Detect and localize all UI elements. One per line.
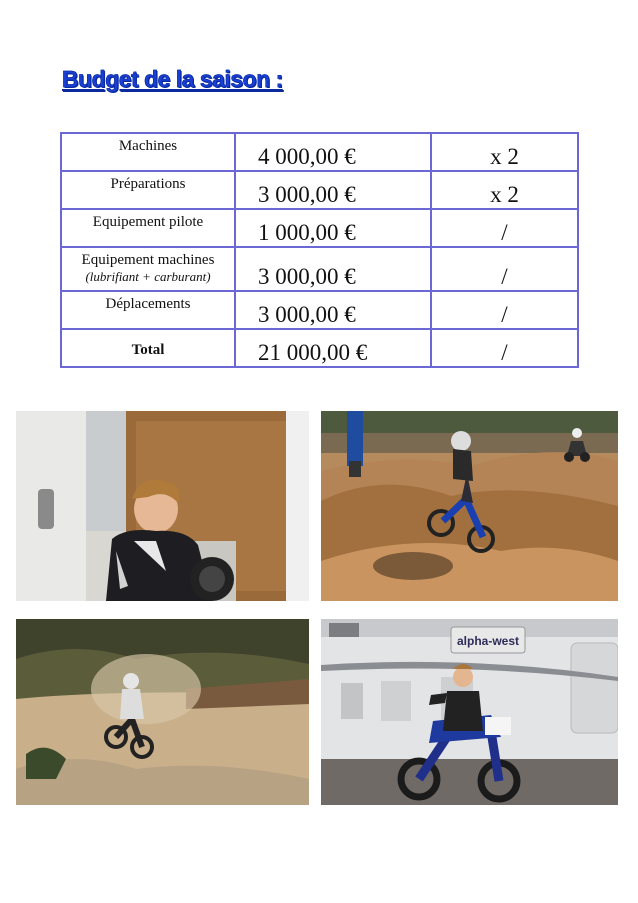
row-multiplier: x 2 <box>431 133 578 171</box>
banner-text: alpha-west <box>456 634 520 648</box>
row-multiplier: / <box>431 291 578 329</box>
row-label: Equipement pilote <box>61 209 235 247</box>
row-multiplier: x 2 <box>431 171 578 209</box>
row-amount: 4 000,00 € <box>235 133 431 171</box>
photo-rider-motorhome <box>321 619 618 805</box>
row-amount: 1 000,00 € <box>235 209 431 247</box>
row-sublabel: (lubrifiant + carburant) <box>85 269 211 284</box>
row-amount: 3 000,00 € <box>235 171 431 209</box>
total-label: Total <box>61 329 235 367</box>
table-row <box>61 247 578 291</box>
row-label: Préparations <box>61 171 235 209</box>
row-label-cell <box>61 247 235 291</box>
row-multiplier: / <box>431 247 578 291</box>
total-multiplier: / <box>431 329 578 367</box>
row-amount: 3 000,00 € <box>235 291 431 329</box>
table-row <box>61 291 578 329</box>
row-amount: 3 000,00 € <box>235 247 431 291</box>
photo-rider-dusty-track <box>16 619 309 805</box>
row-label: Machines <box>61 133 235 171</box>
row-multiplier: / <box>431 209 578 247</box>
photo-rider-in-van <box>16 411 309 601</box>
row-label: Equipement machines <box>81 252 215 268</box>
page-title: Budget de la saison : <box>62 66 283 92</box>
table-row <box>61 171 578 209</box>
budget-table <box>60 132 579 368</box>
table-row <box>61 133 578 171</box>
table-row <box>61 209 578 247</box>
total-row <box>61 329 578 367</box>
photo-rider-jumping <box>321 411 618 601</box>
row-label: Déplacements <box>61 291 235 329</box>
total-amount: 21 000,00 € <box>235 329 431 367</box>
